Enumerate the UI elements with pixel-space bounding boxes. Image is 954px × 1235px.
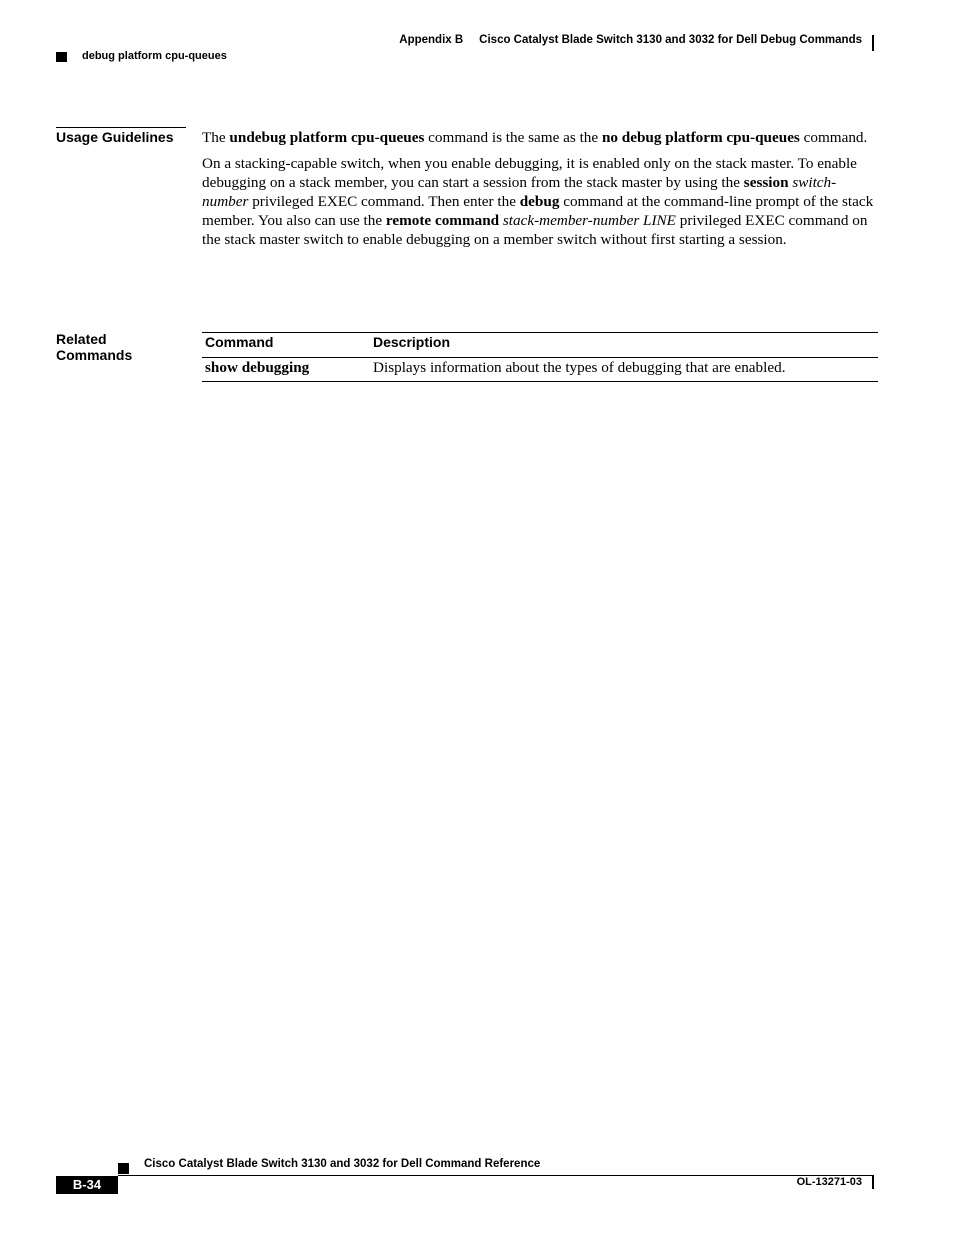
running-header	[300, 34, 862, 46]
command-argument: stack-member-number LINE	[502, 212, 676, 229]
footer-doc-title: Cisco Catalyst Blade Switch 3130 and 3032 for Dell Command Reference	[144, 1158, 541, 1170]
text-span: command is the same as the	[424, 129, 602, 146]
command-name: undebug platform cpu-queues	[229, 129, 425, 146]
header-chapter-title: Cisco Catalyst Blade Switch 3130 and 3032 for Dell Debug Commands	[479, 34, 862, 46]
column-header-description: Description	[373, 334, 451, 350]
usage-paragraph-2	[202, 154, 878, 249]
text-span: command at the command-line prompt of the stack member. You also can use the	[202, 193, 874, 229]
command-argument: switch-number	[202, 174, 837, 210]
command-keyword: remote command	[385, 212, 500, 229]
usage-guidelines-heading	[56, 127, 186, 145]
header-appendix: Appendix B	[399, 34, 464, 46]
text-span: The	[202, 129, 230, 146]
text-span: privileged EXEC command. Then enter the	[248, 193, 520, 210]
table-header-row	[202, 333, 878, 358]
related-description-cell: Displays information about the types of debugging that are enabled.	[373, 359, 786, 376]
footer-doc-number: OL-13271-03	[796, 1176, 862, 1188]
usage-heading-rule	[56, 127, 186, 128]
usage-guidelines-body	[202, 128, 878, 256]
footer-square-marker	[118, 1163, 129, 1174]
page-number: B-34	[56, 1176, 118, 1194]
text-span: command.	[799, 129, 868, 146]
command-name: no debug platform cpu-queues	[601, 129, 800, 146]
related-command-cell: show debugging	[205, 359, 310, 376]
usage-guidelines-label: Usage Guidelines	[56, 129, 174, 145]
header-square-marker	[56, 52, 67, 62]
related-commands-table	[202, 332, 878, 382]
related-commands-label: Related Commands	[56, 331, 133, 363]
command-keyword: debug	[519, 193, 560, 210]
column-header-command: Command	[205, 334, 274, 350]
header-section: debug platform cpu-queues	[82, 50, 227, 62]
usage-paragraph-1	[202, 128, 878, 147]
text-span: On a stacking-capable switch, when you enable debugging, it is enabled only on the stack master. To enable debugging on a stack member, you can start a session from the stack master by using the	[202, 155, 857, 191]
table-row	[202, 358, 878, 382]
footer-vertical-rule	[872, 1176, 874, 1189]
header-vertical-rule	[872, 35, 874, 51]
command-keyword: session	[743, 174, 789, 191]
related-commands-heading	[56, 331, 186, 363]
text-span: privileged EXEC command on the stack master switch to enable debugging on a member switch without first starting a session.	[202, 212, 868, 248]
